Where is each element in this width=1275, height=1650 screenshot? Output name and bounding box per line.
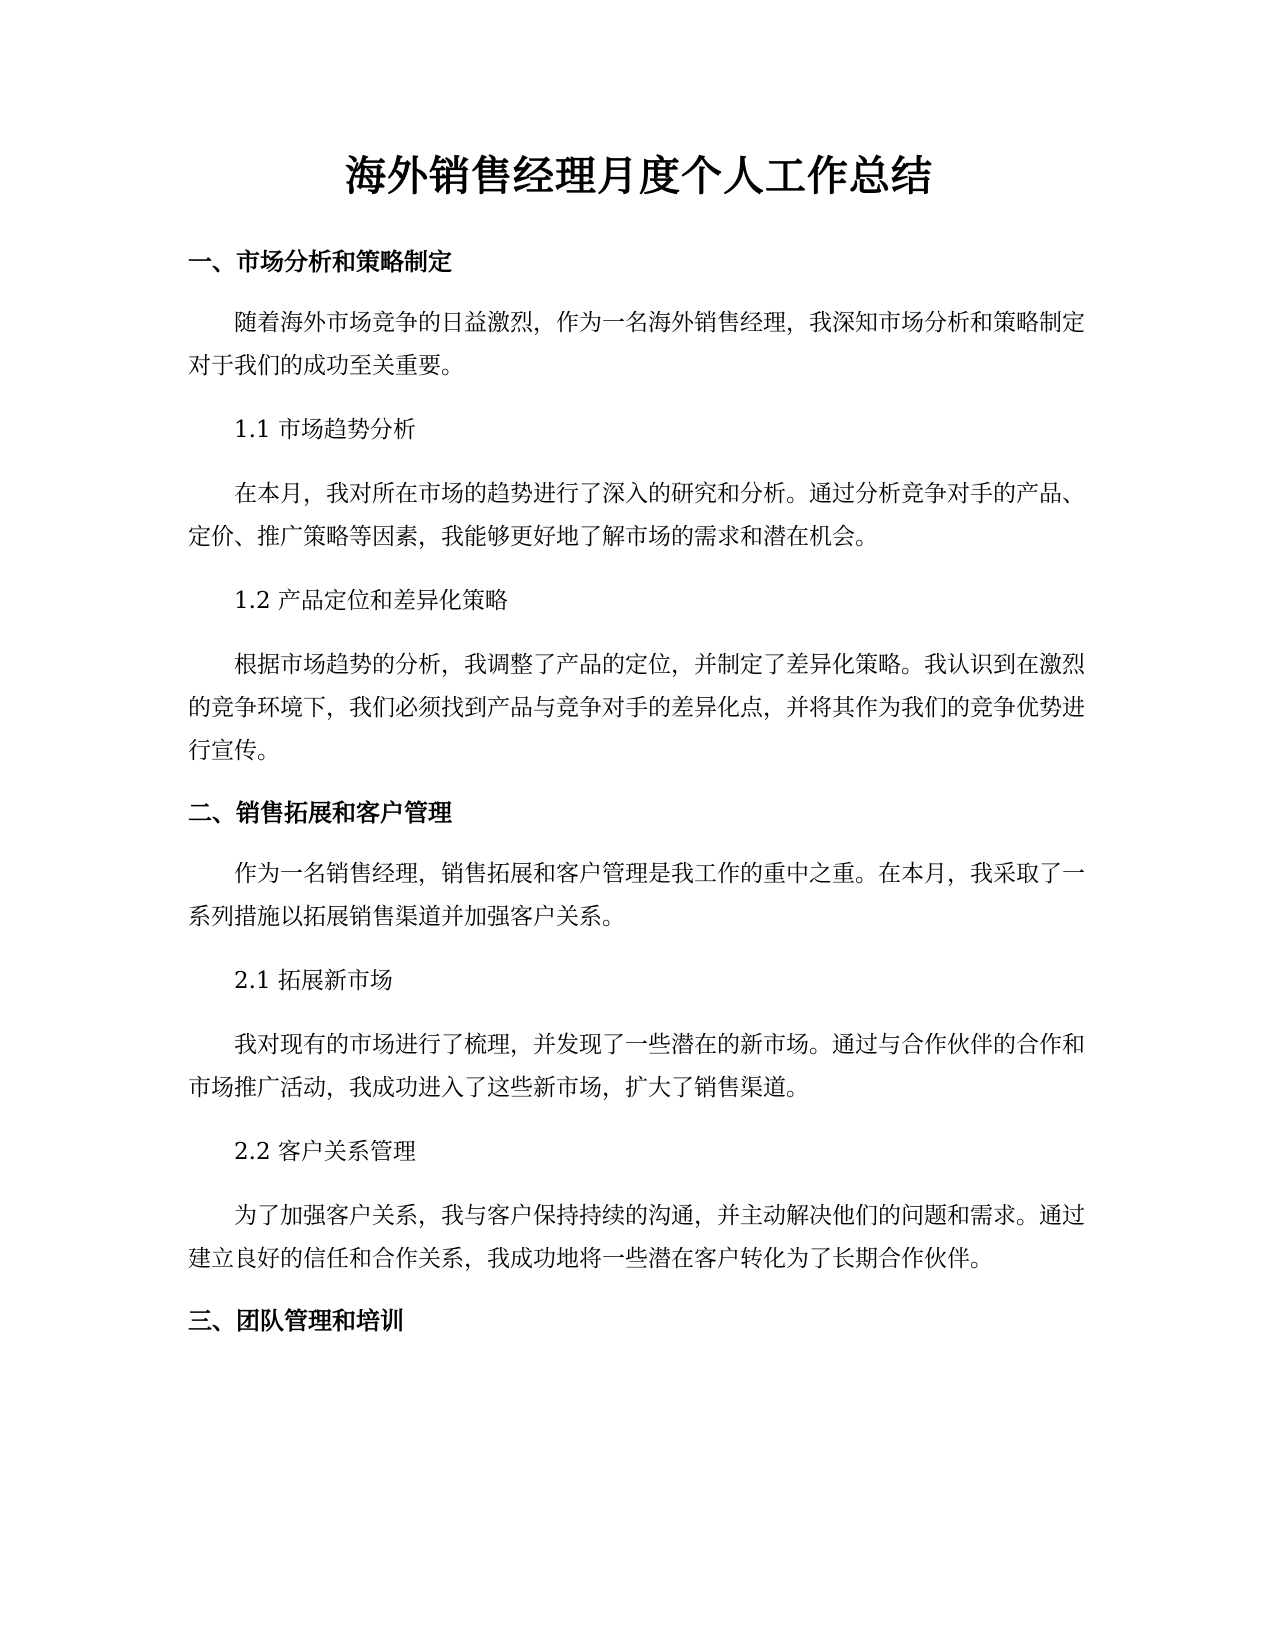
subsection-heading-2-1: 2.1 拓展新市场	[234, 968, 393, 994]
subsection-1-1-text: 在本月，我对所在市场的趋势进行了深入的研究和分析。通过分析竞争对手的产品、定价、推广策略等因素，我能够更好地了解市场的需求和潜在机会。	[188, 481, 1085, 550]
section-2-intro: 作为一名销售经理，销售拓展和客户管理是我工作的重中之重。在本月，我采取了一系列措施以拓展销售渠道并加强客户关系。	[188, 861, 1085, 930]
subsection-heading-2-2: 2.2 客户关系管理	[234, 1139, 416, 1165]
document-title: 海外销售经理月度个人工作总结	[345, 152, 933, 200]
section-heading-3: 三、团队管理和培训	[188, 1307, 404, 1335]
subsection-2-1-text: 我对现有的市场进行了梳理，并发现了一些潜在的新市场。通过与合作伙伴的合作和市场推广活动，我成功进入了这些新市场，扩大了销售渠道。	[188, 1032, 1085, 1101]
document-body	[188, 148, 1090, 1339]
subsection-heading-1-1: 1.1 市场趋势分析	[234, 417, 416, 443]
section-heading-1: 一、市场分析和策略制定	[188, 248, 452, 276]
subsection-1-2-text: 根据市场趋势的分析，我调整了产品的定位，并制定了差异化策略。我认识到在激烈的竞争环境下，我们必须找到产品与竞争对手的差异化点，并将其作为我们的竞争优势进行宣传。	[188, 652, 1085, 764]
section-heading-2: 二、销售拓展和客户管理	[188, 799, 452, 827]
subsection-2-2-text: 为了加强客户关系，我与客户保持持续的沟通，并主动解决他们的问题和需求。通过建立良好的信任和合作关系，我成功地将一些潜在客户转化为了长期合作伙伴。	[188, 1203, 1085, 1272]
subsection-heading-1-2: 1.2 产品定位和差异化策略	[234, 588, 508, 614]
section-1-intro: 随着海外市场竞争的日益激烈，作为一名海外销售经理，我深知市场分析和策略制定对于我们的成功至关重要。	[188, 310, 1085, 379]
